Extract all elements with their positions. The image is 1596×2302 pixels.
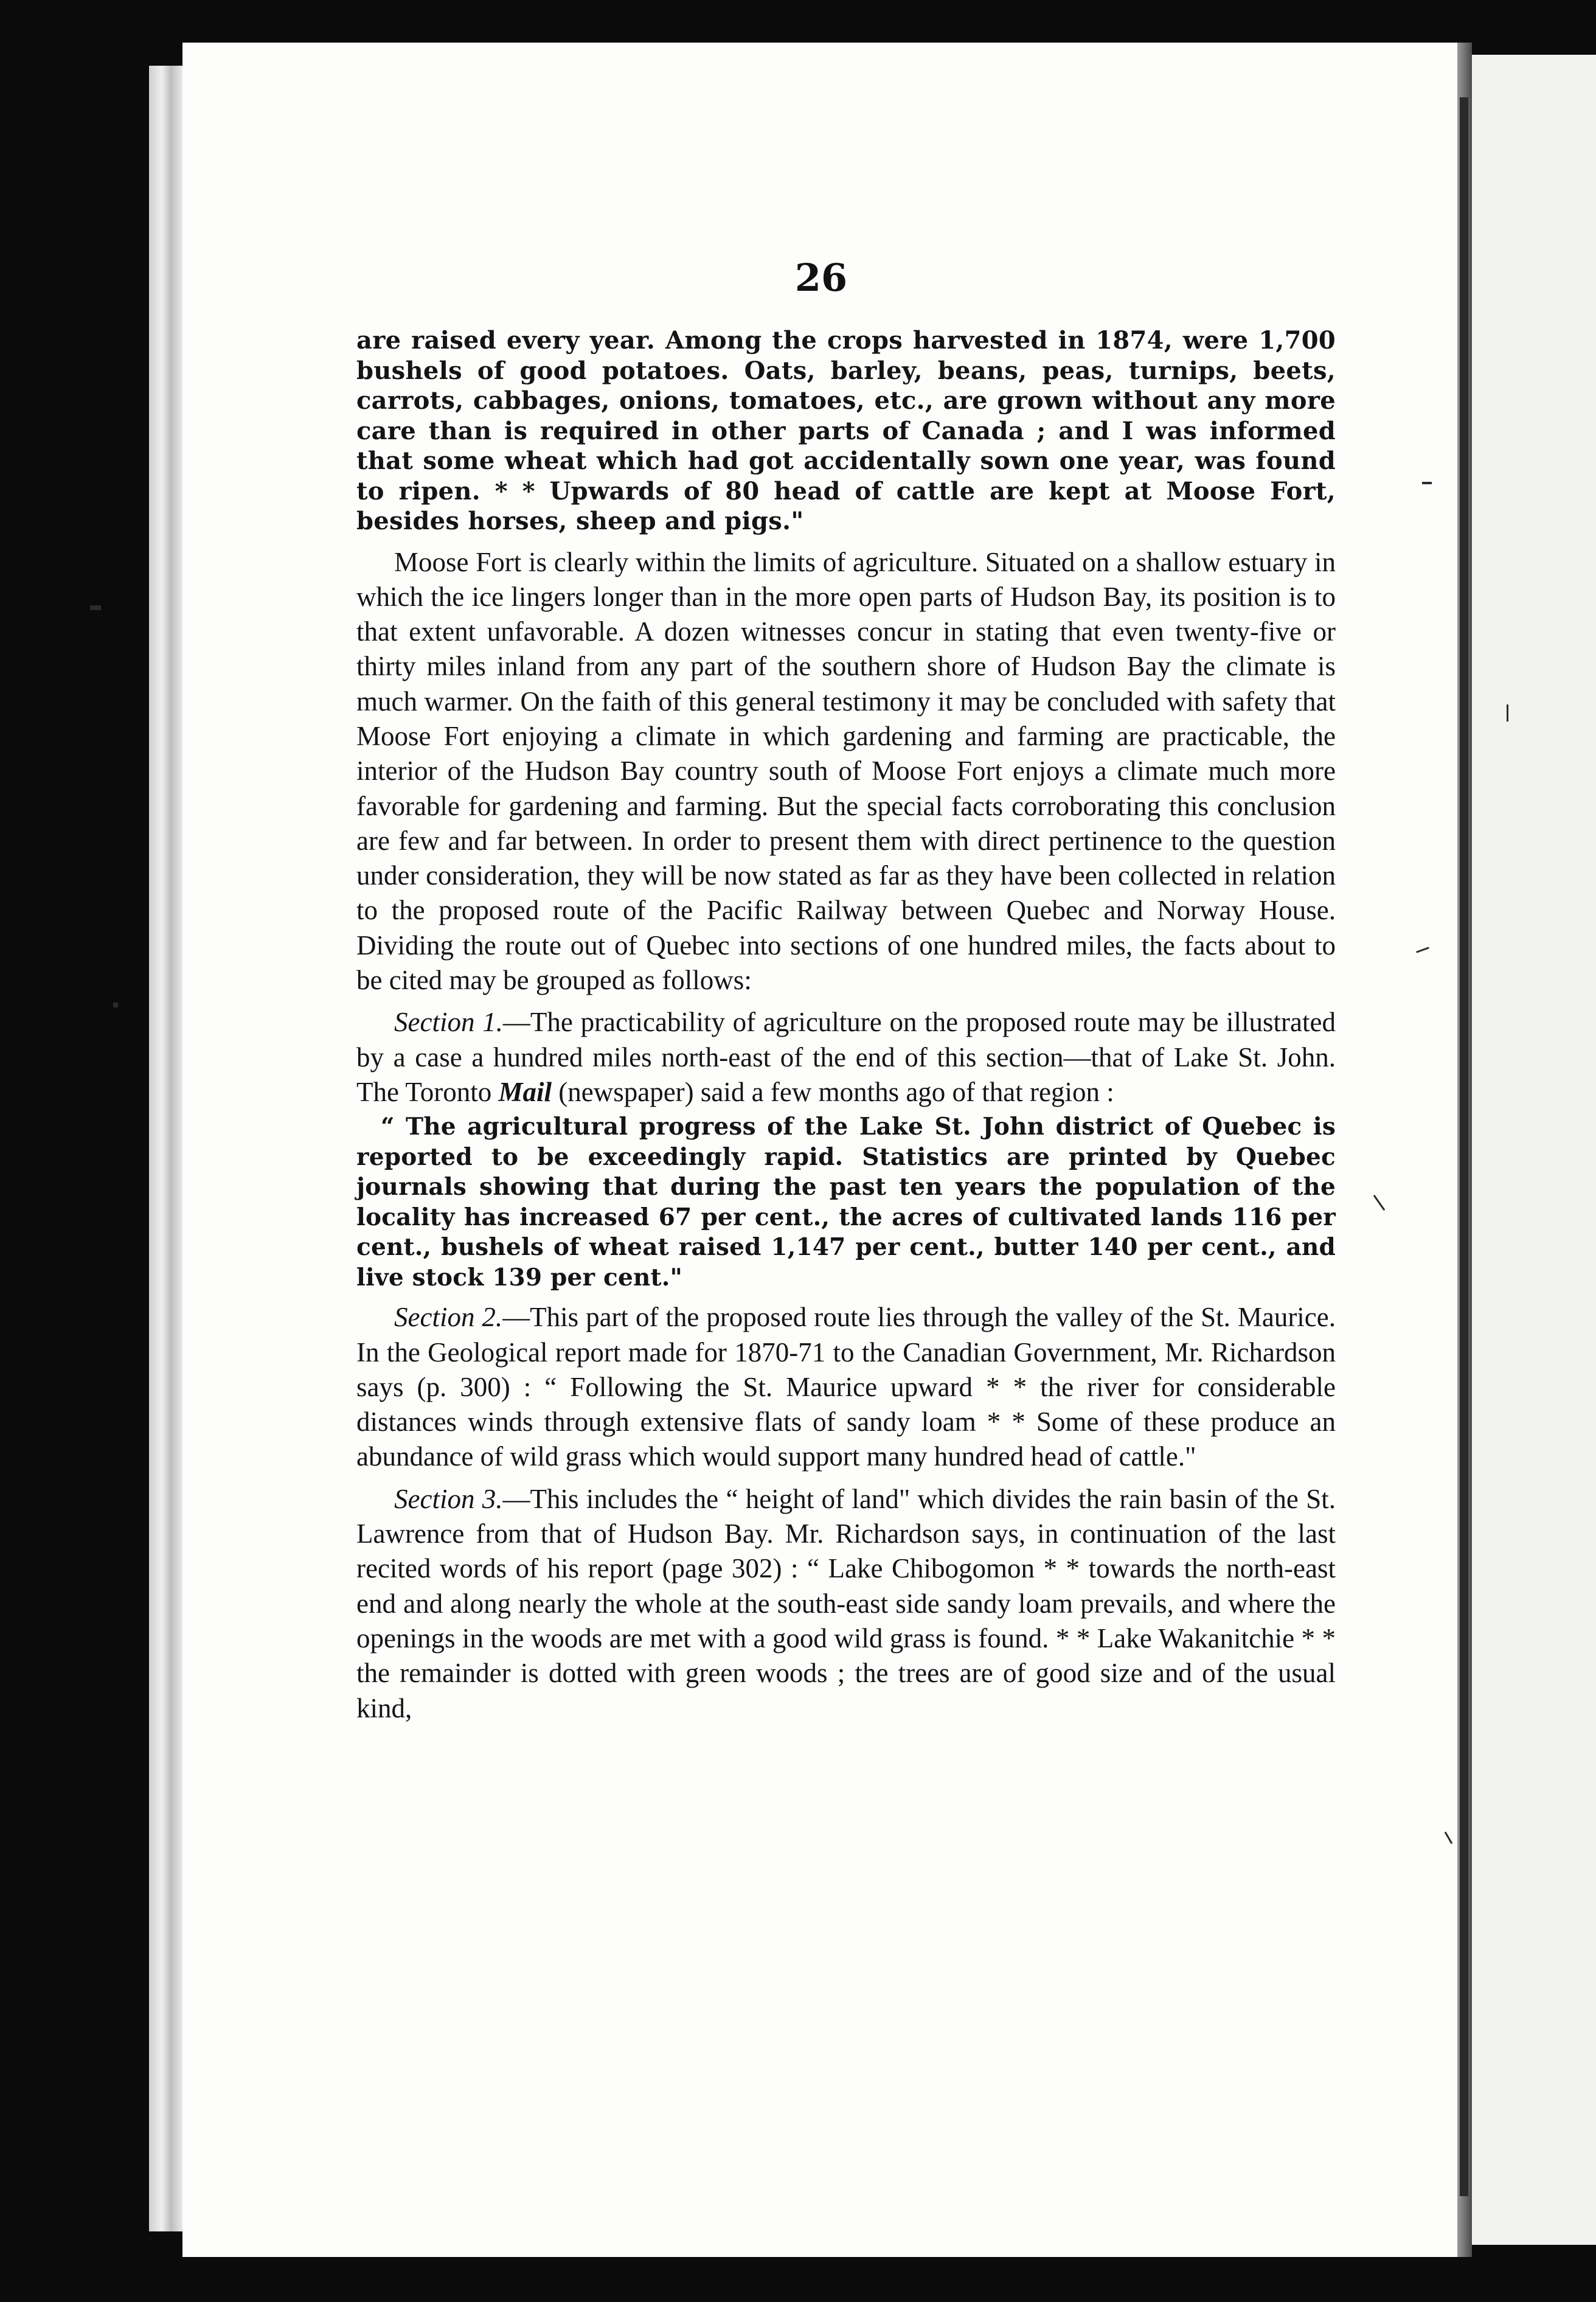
margin-mark [90, 605, 101, 610]
moose-fort-paragraph: Moose Fort is clearly within the limits of agriculture. Situated on a shallow estuary in which the ice lingers longer than in the more open parts of Hudson Bay, its position is to that extent unfavorable. A dozen witnesses concur in stating that even twenty-five or thirty miles inland from any part of the southern shore of Hudson Bay the climate is much warmer. On the faith of this general testimony it may be concluded with safety that Moose Fort enjoying a climate in which gardening and farming are practicable, the interior of the Hudson Bay country south of Moose Fort enjoys a climate much more favorable for gardening and farming. But the special facts corroborating this conclusion are few and far between. In order to present them with direct pertinence to the question under consideration, they will be now stated as far as they have been collected in relation to the proposed route of the Pacific Railway between Quebec and Norway House. Dividing the route out of Quebec into sections of one hundred miles, the facts about to be cited may be grouped as follows: [356, 546, 1336, 996]
quote-continuation-paragraph: are raised every year. Among the crops harvested in 1874, were 1,700 bushels of good potatoes. Oats, barley, beans, peas, turnips, beets, carrots, cabbages, onions, tomatoes, etc., are grown without any more care than is required in other parts of Canada ; and I was informed that some wheat which had got accidentally sown one year, was found to ripen. * * Upwards of 80 head of cattle are kept at Moose Fort, besides horses, sheep and pigs." [356, 326, 1336, 535]
section-2-text: —This part of the proposed route lies through the valley of the St. Maurice. In the Geological report made for 1870-71 to the Canadian Government, Mr. Richardson says (p. 300) : “ Following the St. Maurice upward * * the river for considerable distances winds through extensive flats of sandy loam * * Some of these produce an abundance of wild grass which would support many hundred head of cattle." [356, 1302, 1336, 1472]
margin-mark [1422, 482, 1432, 484]
section-1-text-end: (newspaper) said a few months ago of that region : [552, 1076, 1114, 1107]
section-2-paragraph [356, 1300, 1336, 1474]
section-3-text: —This includes the “ height of land" which divides the rain basin of the St. Lawrence from that of Hudson Bay. Mr. Richardson says, in continuation of the last recited words of his report (page 302) : “ Lake Chibogomon * * towards the north-east end and along nearly the whole at the south-east side sandy loam prevails, and where the openings in the woods are met with a good wild grass is found. * * Lake Wakanitchie * * the remainder is dotted with green woods ; the trees are of good size and of the usual kind, [356, 1483, 1336, 1723]
section-1-text: —The practicability of agriculture on the proposed route may be illustrated by a case a hundred miles north-east of the end of this section—that of Lake St. John. The Toronto [356, 1007, 1336, 1107]
book-left-edge [149, 66, 186, 2231]
section-3-paragraph [356, 1482, 1336, 1726]
margin-mark [1507, 704, 1508, 722]
newspaper-title: Mail [498, 1076, 552, 1107]
page-number: 26 [794, 256, 848, 300]
margin-mark [113, 1003, 118, 1007]
section-3-label: Section 3. [394, 1483, 503, 1514]
book-right-edge [1460, 97, 1468, 2196]
section-1-label: Section 1. [394, 1007, 503, 1038]
section-1-paragraph [356, 1005, 1336, 1110]
section-2-label: Section 2. [394, 1302, 503, 1333]
page-text [356, 325, 1336, 1726]
lake-st-john-quote: “ The agricultural progress of the Lake St. John district of Quebec is reported to be exceedingly rapid. Statistics are printed by Quebec journals showing that during the past ten years the population of the locality has increased 67 per cent., the acres of cultivated lands 116 per cent., bushels of wheat raised 1,147 per cent., butter 140 per cent., and live stock 139 per cent." [356, 1113, 1336, 1292]
facing-page-strip [1472, 55, 1596, 2245]
